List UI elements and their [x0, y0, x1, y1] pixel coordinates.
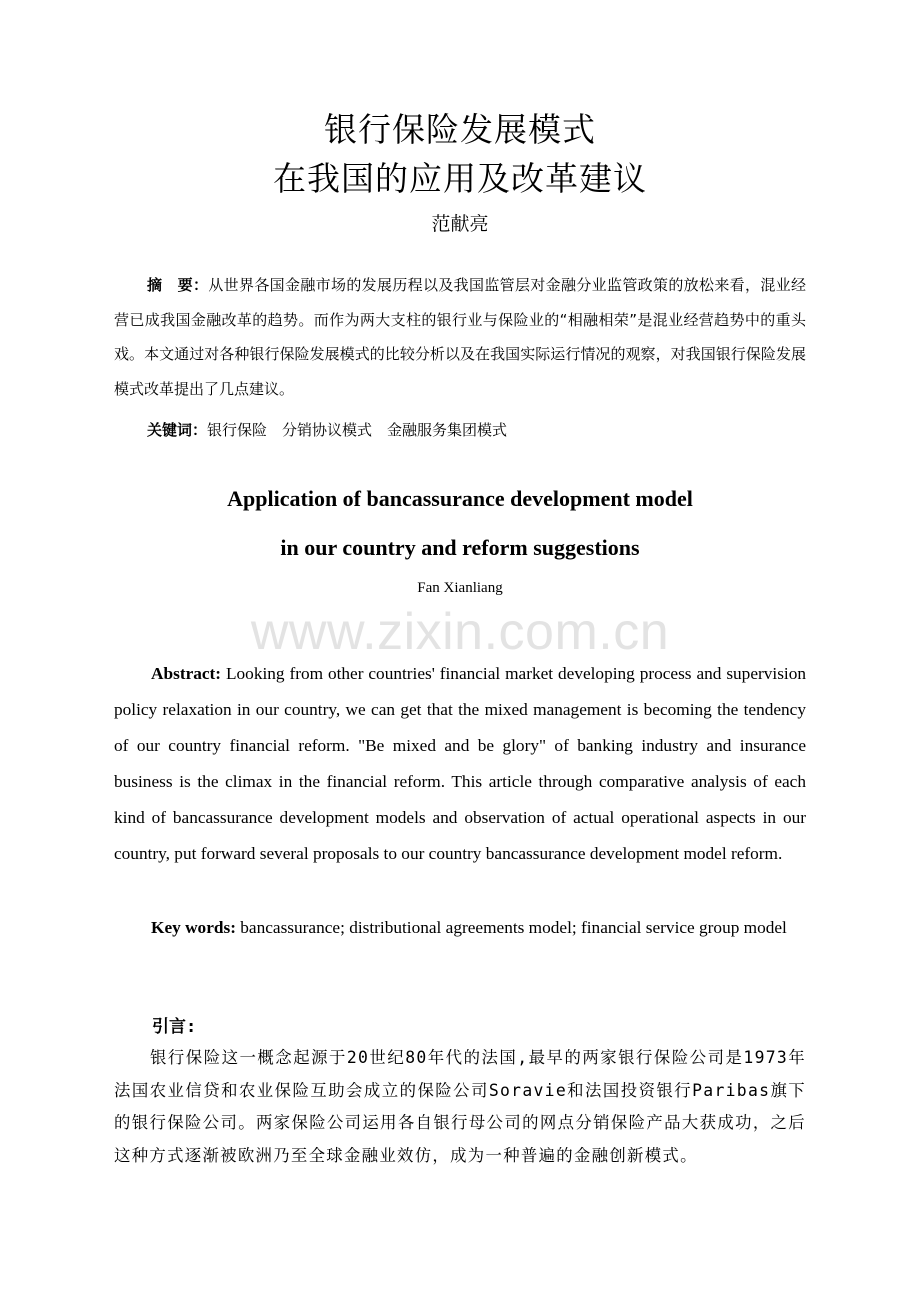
chinese-abstract-label: 摘 要：	[147, 276, 209, 294]
english-keywords	[114, 910, 806, 946]
chinese-keywords	[114, 413, 806, 448]
chinese-title-line-1: 银行保险发展模式	[324, 110, 596, 149]
chinese-title-line-2: 在我国的应用及改革建议	[273, 159, 647, 198]
chinese-author: 范献亮	[431, 213, 489, 235]
english-abstract-label: Abstract:	[151, 664, 222, 683]
introduction-paragraph: 银行保险这一概念起源于20世纪80年代的法国,最早的两家银行保险公司是1973年法国农业信贷和农业保险互助会成立的保险公司Soravie和法国投资银行Paribas旗下的银行保险公司。两家保险公司运用各自银行母公司的网点分销保险产品大获成功，之后这种方式逐渐被欧洲乃至全球金融业效仿，成为一种普遍的金融创新模式。	[114, 1048, 806, 1165]
english-keywords-label: Key words:	[151, 918, 236, 937]
watermark: www.zixin.com.cn	[250, 603, 670, 661]
chinese-keywords-label: 关键词：	[147, 421, 208, 439]
english-title-line-1: Application of bancassurance development model	[227, 486, 693, 511]
english-title-line-2: in our country and reform suggestions	[280, 535, 640, 560]
chinese-abstract-text: 从世界各国金融市场的发展历程以及我国监管层对金融分业监管政策的放松来看，混业经营已成我国金融改革的趋势。而作为两大支柱的银行业与保险业的“相融相荣”是混业经营趋势中的重头戏。本文通过对各种银行保险发展模式的比较分析以及在我国实际运行情况的观察，对我国银行保险发展模式改革提出了几点建议。	[114, 276, 806, 398]
introduction-heading: 引言:	[152, 1017, 197, 1037]
english-abstract-text: Looking from other countries' financial market developing process and supervision policy relaxation in our country, we can get that the mixed management is becoming the tendency of our country financial reform. "Be mixed and be glory" of banking industry and insurance business is the climax in the financial reform. This article through comparative analysis of each kind of bancassurance development models and observation of actual operational aspects in our country, put forward several proposals to our country bancassurance development model reform.	[114, 664, 806, 863]
chinese-keywords-text: 银行保险 分销协议模式 金融服务集团模式	[207, 421, 508, 439]
english-abstract	[114, 656, 806, 872]
chinese-abstract	[114, 268, 806, 406]
english-author: Fan Xianliang	[417, 580, 503, 596]
english-keywords-text: bancassurance; distributional agreements model; financial service group model	[235, 918, 787, 937]
